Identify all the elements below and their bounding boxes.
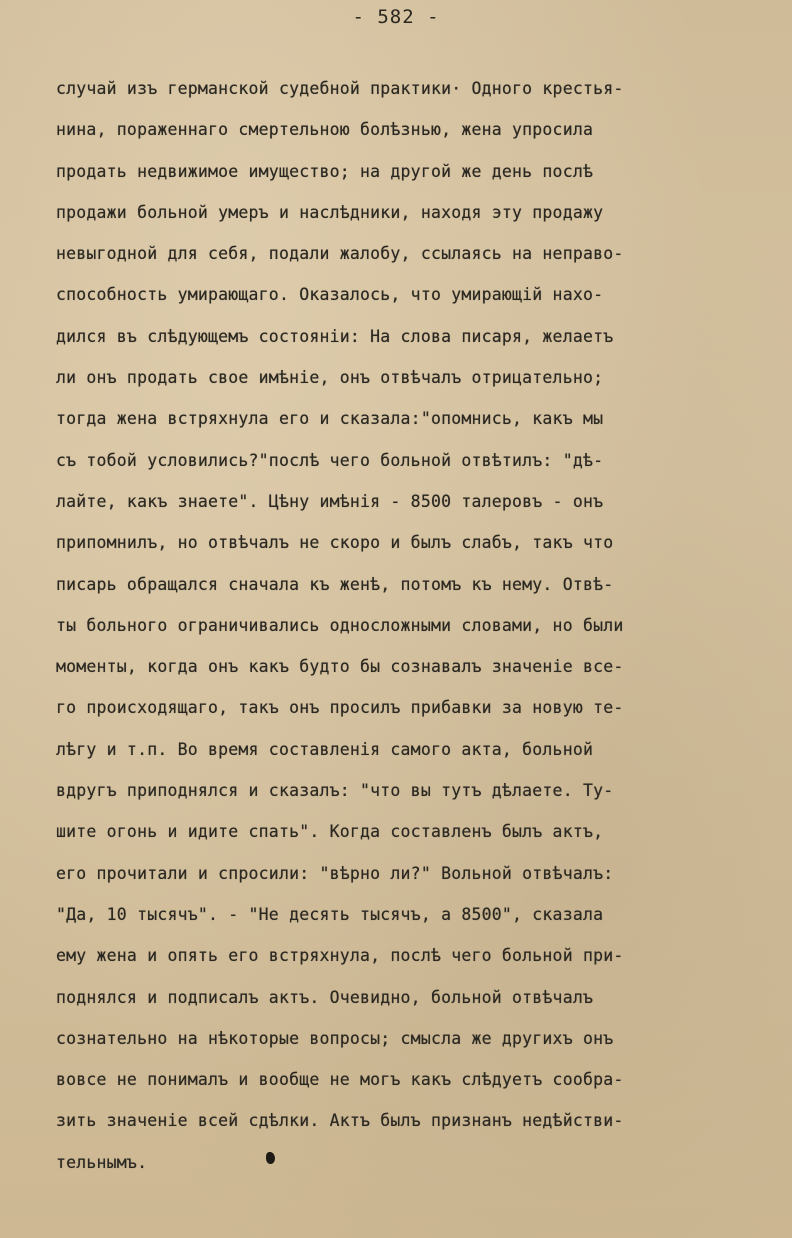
text-line: невыгодной для себя, подали жалобу, ссылаясь на неправо- bbox=[56, 244, 624, 264]
text-line: его прочитали и спросили: "вѣрно ли?" Вольной отвѣчалъ: bbox=[56, 863, 614, 883]
text-line: съ тобой условились?"послѣ чего больной отвѣтилъ: "дѣ- bbox=[56, 450, 604, 470]
page-number: - 582 - bbox=[352, 6, 440, 28]
text-line: вовсе не понималъ и вообще не могъ какъ слѣдуетъ сообра- bbox=[56, 1070, 624, 1090]
text-line: случай изъ германской судебной практики· Одного крестья- bbox=[56, 79, 624, 98]
text-line: моменты, когда онъ какъ будто бы сознавалъ значеніе все- bbox=[56, 657, 624, 677]
body-text bbox=[56, 68, 756, 1183]
text-line: лѣгу и т.п. Во время составленія самого акта, больной bbox=[56, 739, 594, 759]
text-line: припомнилъ, но отвѣчалъ не скоро и былъ слабъ, такъ что bbox=[56, 533, 614, 553]
text-line: писарь обращался сначала къ женѣ, потомъ къ нему. Отвѣ- bbox=[56, 574, 614, 594]
text-line: зить значеніе всей сдѣлки. Актъ былъ признанъ недѣйстви- bbox=[56, 1111, 624, 1131]
text-line: тогда жена встряхнула его и сказала:"опомнись, какъ мы bbox=[56, 409, 604, 429]
text-line: сознательно на нѣкоторые вопросы; смысла же другихъ онъ bbox=[56, 1028, 614, 1048]
text-line: го происходящаго, такъ онъ просилъ прибавки за новую те- bbox=[56, 698, 624, 718]
text-line: поднялся и подписалъ актъ. Очевидно, больной отвѣчалъ bbox=[56, 987, 594, 1007]
text-line: вдругъ приподнялся и сказалъ: "что вы тутъ дѣлаете. Ту- bbox=[56, 781, 614, 801]
text-line: "Да, 10 тысячъ". - "Не десять тысячъ, а 8500", сказала bbox=[56, 904, 604, 924]
text-line: шите огонь и идите спать". Когда составленъ былъ актъ, bbox=[56, 822, 604, 842]
ink-blot bbox=[266, 1152, 275, 1164]
text-line: нина, пораженнаго смертельною болѣзнью, жена упросила bbox=[56, 120, 594, 140]
text-line: ли онъ продать свое имѣніе, онъ отвѣчалъ отрицательно; bbox=[56, 368, 604, 388]
text-line: продать недвижимое имущество; на другой же день послѣ bbox=[56, 161, 594, 181]
text-line: ему жена и опять его встряхнула, послѣ чего больной при- bbox=[56, 946, 624, 966]
text-line: лайте, какъ знаете". Цѣну имѣнія - 8500 талеровъ - онъ bbox=[56, 491, 604, 511]
text-line: ты больного ограничивались односложными словами, но были bbox=[56, 615, 624, 635]
text-line: тельнымъ. bbox=[56, 1152, 148, 1172]
text-line: продажи больной умеръ и наслѣдники, находя эту продажу bbox=[56, 202, 604, 222]
text-line: способность умирающаго. Оказалось, что умирающій нахо- bbox=[56, 285, 604, 305]
text-line: дился въ слѣдующемъ состояніи: На слова писаря, желаетъ bbox=[56, 326, 614, 346]
